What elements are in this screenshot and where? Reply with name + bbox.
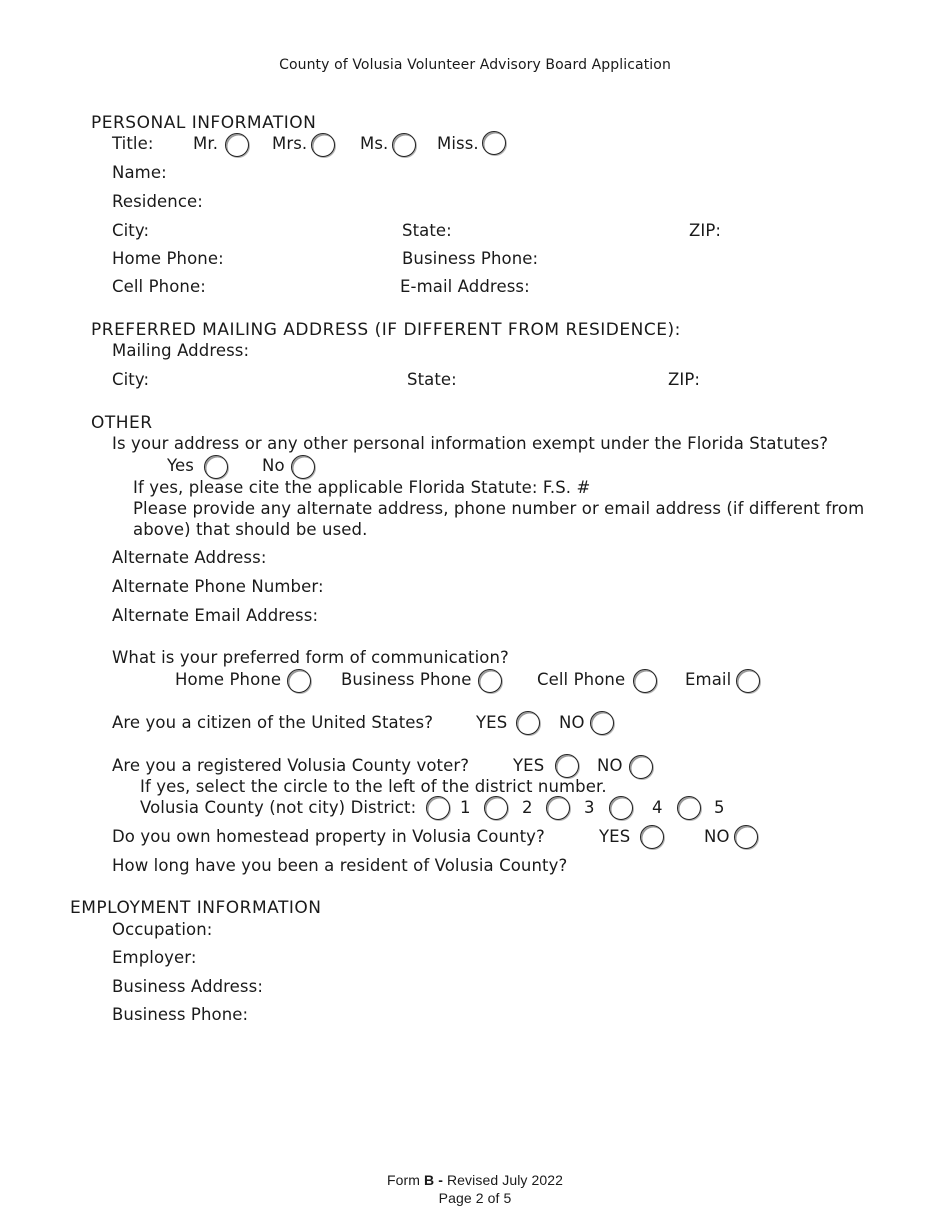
mailing-zip-label: ZIP: (668, 370, 701, 389)
exempt-no-radio[interactable] (291, 455, 315, 479)
employment-business-phone-label: Business Phone: (112, 1005, 249, 1024)
district-2-label: 2 (522, 798, 533, 817)
statute-cite-label: If yes, please cite the applicable Florida Statute: F.S. # (133, 478, 591, 497)
title-mrs-radio[interactable] (311, 133, 335, 157)
comm-email-radio[interactable] (736, 669, 760, 693)
homestead-yes-label: YES (599, 827, 631, 846)
alternate-address-label: Alternate Address: (112, 548, 267, 567)
district-1-radio[interactable] (426, 796, 450, 820)
voter-yes-radio[interactable] (555, 754, 579, 778)
district-1-label: 1 (460, 798, 471, 817)
citizen-question: Are you a citizen of the United States? (112, 713, 434, 732)
comm-home-phone-label: Home Phone (175, 670, 282, 689)
occupation-label: Occupation: (112, 920, 213, 939)
home-phone-label: Home Phone: (112, 249, 224, 268)
page-header: County of Volusia Volunteer Advisory Board Application (279, 57, 671, 73)
voter-no-radio[interactable] (629, 755, 653, 779)
citizen-yes-label: YES (476, 713, 508, 732)
residence-label: Residence: (112, 192, 203, 211)
mailing-address-label: Mailing Address: (112, 341, 250, 360)
alternate-instruction-line1: Please provide any alternate address, phone number or email address (if different from (133, 499, 865, 518)
exempt-no-label: No (262, 456, 285, 475)
title-ms-radio[interactable] (392, 133, 416, 157)
comm-cell-phone-radio[interactable] (633, 669, 657, 693)
district-5-label: 5 (714, 798, 725, 817)
title-miss-label: Miss. (437, 134, 479, 153)
district-5-radio[interactable] (677, 796, 701, 820)
exempt-yes-label: Yes (167, 456, 194, 475)
citizen-yes-radio[interactable] (516, 711, 540, 735)
voter-no-label: NO (597, 756, 623, 775)
form-prefix: Form (386, 1172, 424, 1188)
alternate-instruction-line2: above) that should be used. (133, 520, 368, 539)
business-phone-label: Business Phone: (402, 249, 539, 268)
voter-question: Are you a registered Volusia County voter? (112, 756, 470, 775)
homestead-no-radio[interactable] (734, 825, 758, 849)
title-label: Title: (112, 134, 154, 153)
comm-business-phone-radio[interactable] (478, 669, 502, 693)
alternate-phone-label: Alternate Phone Number: (112, 577, 324, 596)
email-label: E-mail Address: (400, 277, 530, 296)
mailing-state-label: State: (407, 370, 457, 389)
alternate-email-label: Alternate Email Address: (112, 606, 319, 625)
voter-yes-label: YES (513, 756, 545, 775)
zip-label: ZIP: (689, 221, 722, 240)
district-instruction: If yes, select the circle to the left of the district number. (140, 777, 607, 796)
title-mr-radio[interactable] (225, 133, 249, 157)
communication-question: What is your preferred form of communication? (112, 648, 509, 667)
comm-email-label: Email (685, 670, 732, 689)
form-revision (0, 1170, 950, 1190)
comm-cell-phone-label: Cell Phone (537, 670, 626, 689)
mailing-city-label: City: (112, 370, 150, 389)
revised-date: Revised July 2022 (442, 1172, 564, 1188)
homestead-yes-radio[interactable] (640, 825, 664, 849)
citizen-no-label: NO (559, 713, 585, 732)
other-section-heading: OTHER (91, 413, 153, 433)
district-4-label: 4 (652, 798, 663, 817)
district-2-radio[interactable] (484, 796, 508, 820)
homestead-no-label: NO (704, 827, 730, 846)
resident-duration-question: How long have you been a resident of Volusia County? (112, 856, 568, 875)
page-number: Page 2 of 5 (438, 1190, 512, 1206)
form-letter: B - (424, 1172, 443, 1188)
district-3-label: 3 (584, 798, 595, 817)
comm-business-phone-label: Business Phone (341, 670, 472, 689)
city-label: City: (112, 221, 150, 240)
employer-label: Employer: (112, 948, 197, 967)
business-address-label: Business Address: (112, 977, 263, 996)
cell-phone-label: Cell Phone: (112, 277, 206, 296)
mailing-section-heading: PREFERRED MAILING ADDRESS (IF DIFFERENT FROM RESIDENCE): (91, 320, 681, 340)
comm-home-phone-radio[interactable] (287, 669, 311, 693)
exempt-question: Is your address or any other personal information exempt under the Florida Statutes? (112, 434, 829, 453)
employment-section-heading: EMPLOYMENT INFORMATION (70, 898, 322, 918)
title-mrs-label: Mrs. (272, 134, 308, 153)
name-label: Name: (112, 163, 167, 182)
district-3-radio[interactable] (546, 796, 570, 820)
title-miss-radio[interactable] (482, 131, 506, 155)
title-ms-label: Ms. (360, 134, 389, 153)
homestead-question: Do you own homestead property in Volusia County? (112, 827, 545, 846)
exempt-yes-radio[interactable] (204, 455, 228, 479)
citizen-no-radio[interactable] (590, 711, 614, 735)
district-4-radio[interactable] (609, 796, 633, 820)
title-mr-label: Mr. (193, 134, 219, 153)
personal-section-heading: PERSONAL INFORMATION (91, 113, 317, 133)
state-label: State: (402, 221, 452, 240)
district-label: Volusia County (not city) District: (140, 798, 417, 817)
